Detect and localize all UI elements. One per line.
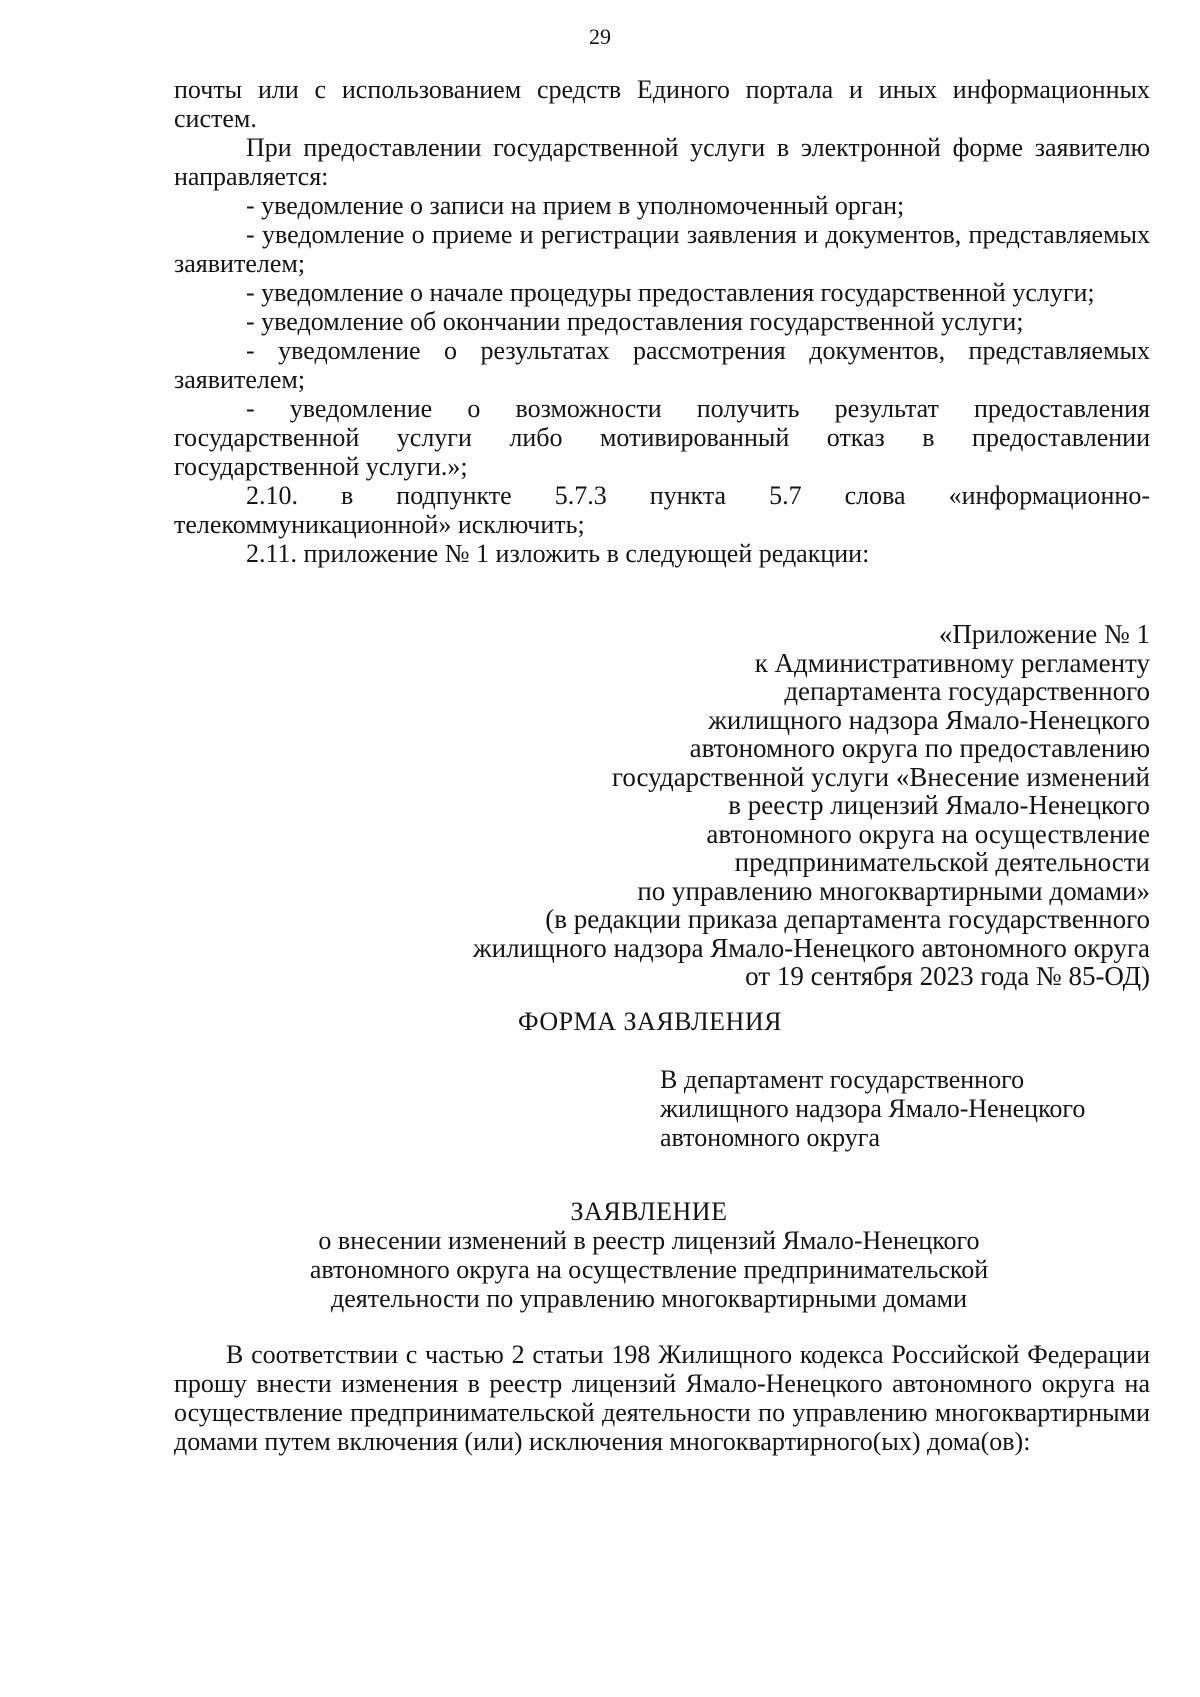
- appendix-line: «Приложение № 1: [938, 619, 1150, 649]
- appendix-line: к Административному регламенту: [754, 647, 1150, 678]
- addressee-line: автономного округа: [660, 1123, 880, 1152]
- appendix-line: жилищного надзора Ямало-Ненецкого автономного округа: [473, 932, 1150, 963]
- list-item-notification: - уведомление о приеме и регистрации заявления и документов, представляемых заявителем;: [174, 220, 1150, 278]
- form-title: ФОРМА ЗАЯВЛЕНИЯ: [518, 1007, 782, 1036]
- appendix-line: департамента государственного: [784, 676, 1150, 706]
- statement-subtitle-line: о внесении изменений в реестр лицензий Ямало-Ненецкого: [318, 1226, 980, 1255]
- paragraph-electronic-form: При предоставлении государственной услуги в электронной форме заявителю направляется:: [174, 133, 1150, 191]
- list-item-notification: - уведомление о возможности получить результат предоставления государственной услуги либо мотивированный отказ в предоставлении государственной услуги.»;: [174, 394, 1150, 481]
- appendix-line: от 19 сентября 2023 года № 85-ОД): [745, 961, 1150, 991]
- list-item-notification: - уведомление об окончании предоставления государственной услуги;: [246, 307, 1024, 336]
- appendix-line: в реестр лицензий Ямало-Ненецкого: [728, 790, 1150, 820]
- appendix-line: автономного округа на осуществление: [706, 818, 1150, 849]
- appendix-line: по управлению многоквартирными домами»: [637, 875, 1150, 906]
- statement-title-block: [0, 1197, 1200, 1313]
- page-number: 29: [589, 24, 611, 49]
- appendix-line: предпринимательской деятельности: [734, 847, 1150, 877]
- appendix-header: [473, 620, 1150, 991]
- addressee-line: В департамент государственного: [660, 1065, 1025, 1094]
- appendix-line: (в редакции приказа департамента государственного: [545, 904, 1150, 934]
- list-item-notification: - уведомление о записи на прием в уполномоченный орган;: [246, 191, 905, 220]
- paragraph-clause-2-10: 2.10. в подпункте 5.7.3 пункта 5.7 слова «информационно-телекоммуникационной» исключить;: [174, 481, 1150, 539]
- statement-heading: ЗАЯВЛЕНИЕ: [570, 1197, 728, 1226]
- statement-body: В соответствии с частью 2 статьи 198 Жилищного кодекса Российской Федерации прошу внести изменения в реестр лицензий Ямало-Ненецкого автономного округа на осуществление предпринимательской деятельности по управлению многоквартирными домами путем включения (или) исключения многоквартирного(ых) дома(ов):: [174, 1340, 1150, 1456]
- appendix-line: жилищного надзора Ямало-Ненецкого: [708, 704, 1150, 735]
- list-item-notification: - уведомление о начале процедуры предоставления государственной услуги;: [246, 278, 1095, 307]
- addressee-block: [660, 1065, 1085, 1152]
- statement-subtitle-line: автономного округа на осуществление предпринимательской: [309, 1255, 989, 1284]
- appendix-line: государственной услуги «Внесение изменений: [611, 761, 1150, 792]
- paragraph-clause-2-11: 2.11. приложение № 1 изложить в следующей редакции:: [246, 539, 870, 568]
- addressee-line: жилищного надзора Ямало-Ненецкого: [660, 1094, 1086, 1123]
- appendix-line: автономного округа по предоставлению: [689, 733, 1150, 763]
- top-text-block: [174, 75, 1150, 568]
- statement-body-block: [174, 1340, 1150, 1456]
- paragraph-continuation: почты или с использованием средств Единого портала и иных информационных систем.: [174, 75, 1150, 133]
- statement-subtitle-line: деятельности по управлению многоквартирными домами: [331, 1284, 967, 1313]
- list-item-notification: - уведомление о результатах рассмотрения документов, представляемых заявителем;: [174, 336, 1150, 394]
